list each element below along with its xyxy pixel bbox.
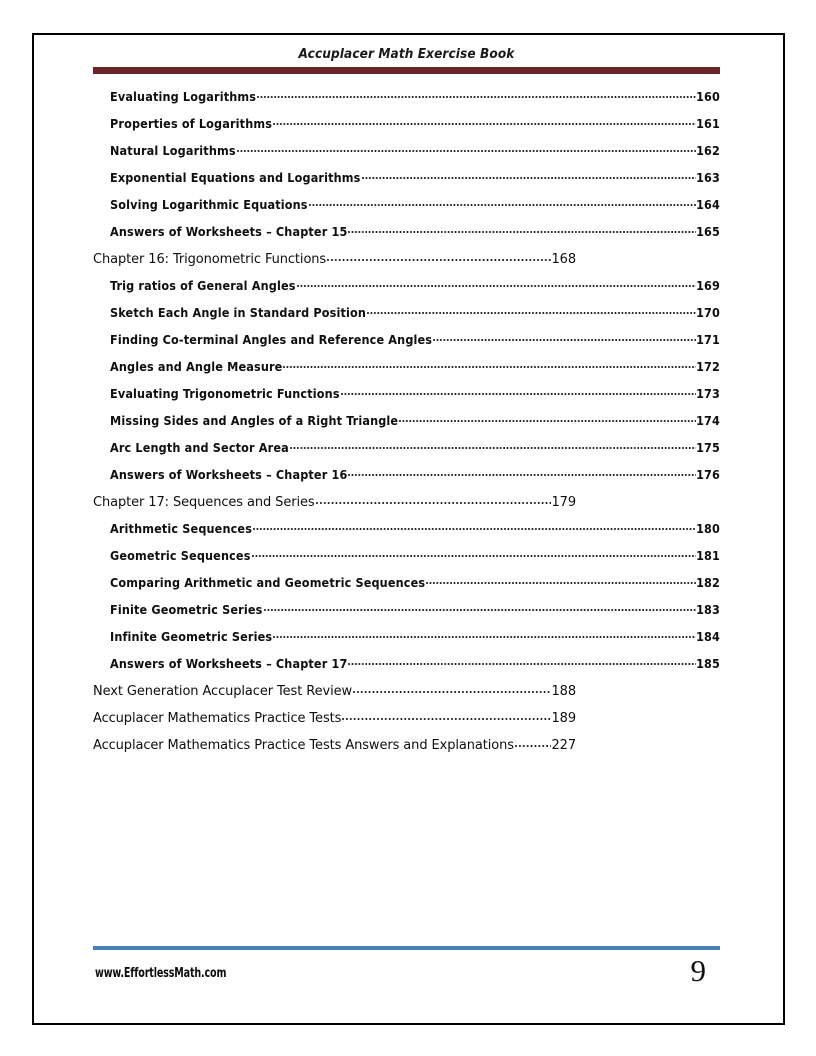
toc-entry-page-number: 175 bbox=[696, 439, 720, 455]
table-of-contents bbox=[0, 88, 816, 763]
toc-entry[interactable] bbox=[0, 520, 816, 547]
toc-entry-title: Next Generation Accuplacer Test Review bbox=[93, 684, 353, 699]
toc-entry-page-number: 160 bbox=[696, 88, 720, 104]
toc-entry-title: Trig ratios of General Angles bbox=[110, 277, 296, 293]
toc-entry-title: Missing Sides and Angles of a Right Triangle bbox=[110, 412, 399, 428]
footer-row bbox=[93, 953, 720, 1001]
toc-entry[interactable] bbox=[0, 223, 816, 250]
toc-entry-title: Arithmetic Sequences bbox=[110, 520, 253, 536]
toc-entry-title: Finding Co-terminal Angles and Reference Angles bbox=[110, 331, 433, 347]
toc-entry-page-number: 188 bbox=[551, 684, 576, 699]
toc-entry-title: Solving Logarithmic Equations bbox=[110, 196, 308, 212]
toc-entry[interactable] bbox=[0, 250, 816, 277]
toc-dot-leader bbox=[348, 466, 696, 479]
toc-entry[interactable] bbox=[0, 682, 816, 709]
toc-entry-page-number: 179 bbox=[551, 495, 576, 510]
toc-entry-page-number: 227 bbox=[551, 738, 576, 753]
toc-entry[interactable] bbox=[0, 196, 816, 223]
toc-entry-page-number: 176 bbox=[696, 466, 720, 482]
toc-entry-title: Evaluating Trigonometric Functions bbox=[110, 385, 340, 401]
toc-entry[interactable] bbox=[0, 736, 816, 763]
toc-dot-leader bbox=[290, 439, 696, 452]
toc-entry-page-number: 171 bbox=[696, 331, 720, 347]
toc-dot-leader bbox=[273, 115, 696, 128]
toc-entry-title: Accuplacer Mathematics Practice Tests Answers and Explanations bbox=[93, 738, 514, 753]
toc-entry[interactable] bbox=[0, 466, 816, 493]
toc-entry[interactable] bbox=[0, 277, 816, 304]
toc-dot-leader bbox=[264, 601, 696, 614]
header-rule bbox=[93, 67, 720, 74]
toc-entry[interactable] bbox=[0, 142, 816, 169]
toc-entry-page-number: 164 bbox=[696, 196, 720, 212]
toc-entry-title: Natural Logarithms bbox=[110, 142, 236, 158]
toc-dot-leader bbox=[367, 304, 696, 317]
toc-dot-leader bbox=[283, 358, 696, 371]
toc-entry-page-number: 169 bbox=[696, 277, 720, 293]
toc-entry[interactable] bbox=[0, 88, 816, 115]
toc-entry-title: Properties of Logarithms bbox=[110, 115, 273, 131]
toc-dot-leader bbox=[316, 493, 552, 506]
toc-entry-page-number: 170 bbox=[696, 304, 720, 320]
toc-dot-leader bbox=[348, 655, 696, 668]
toc-entry[interactable] bbox=[0, 601, 816, 628]
toc-entry-title: Answers of Worksheets – Chapter 15 bbox=[110, 223, 348, 239]
toc-entry-page-number: 180 bbox=[696, 520, 720, 536]
toc-entry-title: Arc Length and Sector Area bbox=[110, 439, 289, 455]
toc-dot-leader bbox=[341, 385, 696, 398]
toc-entry-page-number: 168 bbox=[551, 252, 576, 267]
toc-entry[interactable] bbox=[0, 115, 816, 142]
toc-entry-title: Answers of Worksheets – Chapter 17 bbox=[110, 655, 348, 671]
toc-entry-title: Sketch Each Angle in Standard Position bbox=[110, 304, 367, 320]
toc-dot-leader bbox=[252, 547, 696, 560]
toc-dot-leader bbox=[426, 574, 696, 587]
toc-entry[interactable] bbox=[0, 304, 816, 331]
toc-entry[interactable] bbox=[0, 169, 816, 196]
toc-entry-page-number: 172 bbox=[696, 358, 720, 374]
toc-entry-title: Comparing Arithmetic and Geometric Sequences bbox=[110, 574, 426, 590]
header-title: Accuplacer Math Exercise Book bbox=[298, 46, 515, 62]
toc-dot-leader bbox=[309, 196, 696, 209]
toc-entry-title: Angles and Angle Measure bbox=[110, 358, 283, 374]
toc-dot-leader bbox=[433, 331, 696, 344]
toc-entry-page-number: 183 bbox=[696, 601, 720, 617]
toc-entry-title: Geometric Sequences bbox=[110, 547, 251, 563]
toc-dot-leader bbox=[399, 412, 696, 425]
toc-dot-leader bbox=[297, 277, 696, 290]
toc-entry-page-number: 162 bbox=[696, 142, 720, 158]
toc-dot-leader bbox=[237, 142, 696, 155]
toc-entry-title: Exponential Equations and Logarithms bbox=[110, 169, 361, 185]
toc-entry-page-number: 173 bbox=[696, 385, 720, 401]
toc-dot-leader bbox=[257, 88, 696, 101]
toc-entry-title: Chapter 17: Sequences and Series bbox=[93, 495, 315, 510]
toc-dot-leader bbox=[327, 250, 551, 263]
toc-entry[interactable] bbox=[0, 709, 816, 736]
toc-entry-page-number: 181 bbox=[696, 547, 720, 563]
toc-entry-page-number: 185 bbox=[696, 655, 720, 671]
toc-entry[interactable] bbox=[0, 412, 816, 439]
toc-entry-page-number: 189 bbox=[551, 711, 576, 726]
toc-entry-page-number: 161 bbox=[696, 115, 720, 131]
toc-entry[interactable] bbox=[0, 574, 816, 601]
footer-page-number: 9 bbox=[690, 953, 706, 988]
toc-dot-leader bbox=[342, 709, 551, 722]
toc-entry-page-number: 174 bbox=[696, 412, 720, 428]
footer-website: www.EffortlessMath.com bbox=[95, 966, 227, 981]
toc-dot-leader bbox=[348, 223, 696, 236]
toc-dot-leader bbox=[515, 736, 552, 749]
toc-entry-title: Finite Geometric Series bbox=[110, 601, 263, 617]
toc-entry-title: Evaluating Logarithms bbox=[110, 88, 257, 104]
toc-entry-page-number: 163 bbox=[696, 169, 720, 185]
toc-entry-page-number: 182 bbox=[696, 574, 720, 590]
toc-entry[interactable] bbox=[0, 439, 816, 466]
toc-entry-title: Infinite Geometric Series bbox=[110, 628, 273, 644]
toc-entry[interactable] bbox=[0, 547, 816, 574]
toc-entry[interactable] bbox=[0, 628, 816, 655]
toc-entry[interactable] bbox=[0, 358, 816, 385]
page-header bbox=[93, 46, 720, 74]
toc-entry-title: Chapter 16: Trigonometric Functions bbox=[93, 252, 327, 267]
toc-entry[interactable] bbox=[0, 331, 816, 358]
page-footer bbox=[93, 946, 720, 1001]
toc-entry-title: Answers of Worksheets – Chapter 16 bbox=[110, 466, 348, 482]
toc-dot-leader bbox=[353, 682, 551, 695]
toc-entry-title: Accuplacer Mathematics Practice Tests bbox=[93, 711, 342, 726]
toc-entry[interactable] bbox=[0, 493, 816, 520]
toc-dot-leader bbox=[362, 169, 696, 182]
toc-dot-leader bbox=[273, 628, 696, 641]
toc-entry[interactable] bbox=[0, 385, 816, 412]
toc-entry[interactable] bbox=[0, 655, 816, 682]
toc-entry-page-number: 165 bbox=[696, 223, 720, 239]
footer-rule bbox=[93, 946, 720, 950]
toc-dot-leader bbox=[253, 520, 696, 533]
toc-entry-page-number: 184 bbox=[696, 628, 720, 644]
